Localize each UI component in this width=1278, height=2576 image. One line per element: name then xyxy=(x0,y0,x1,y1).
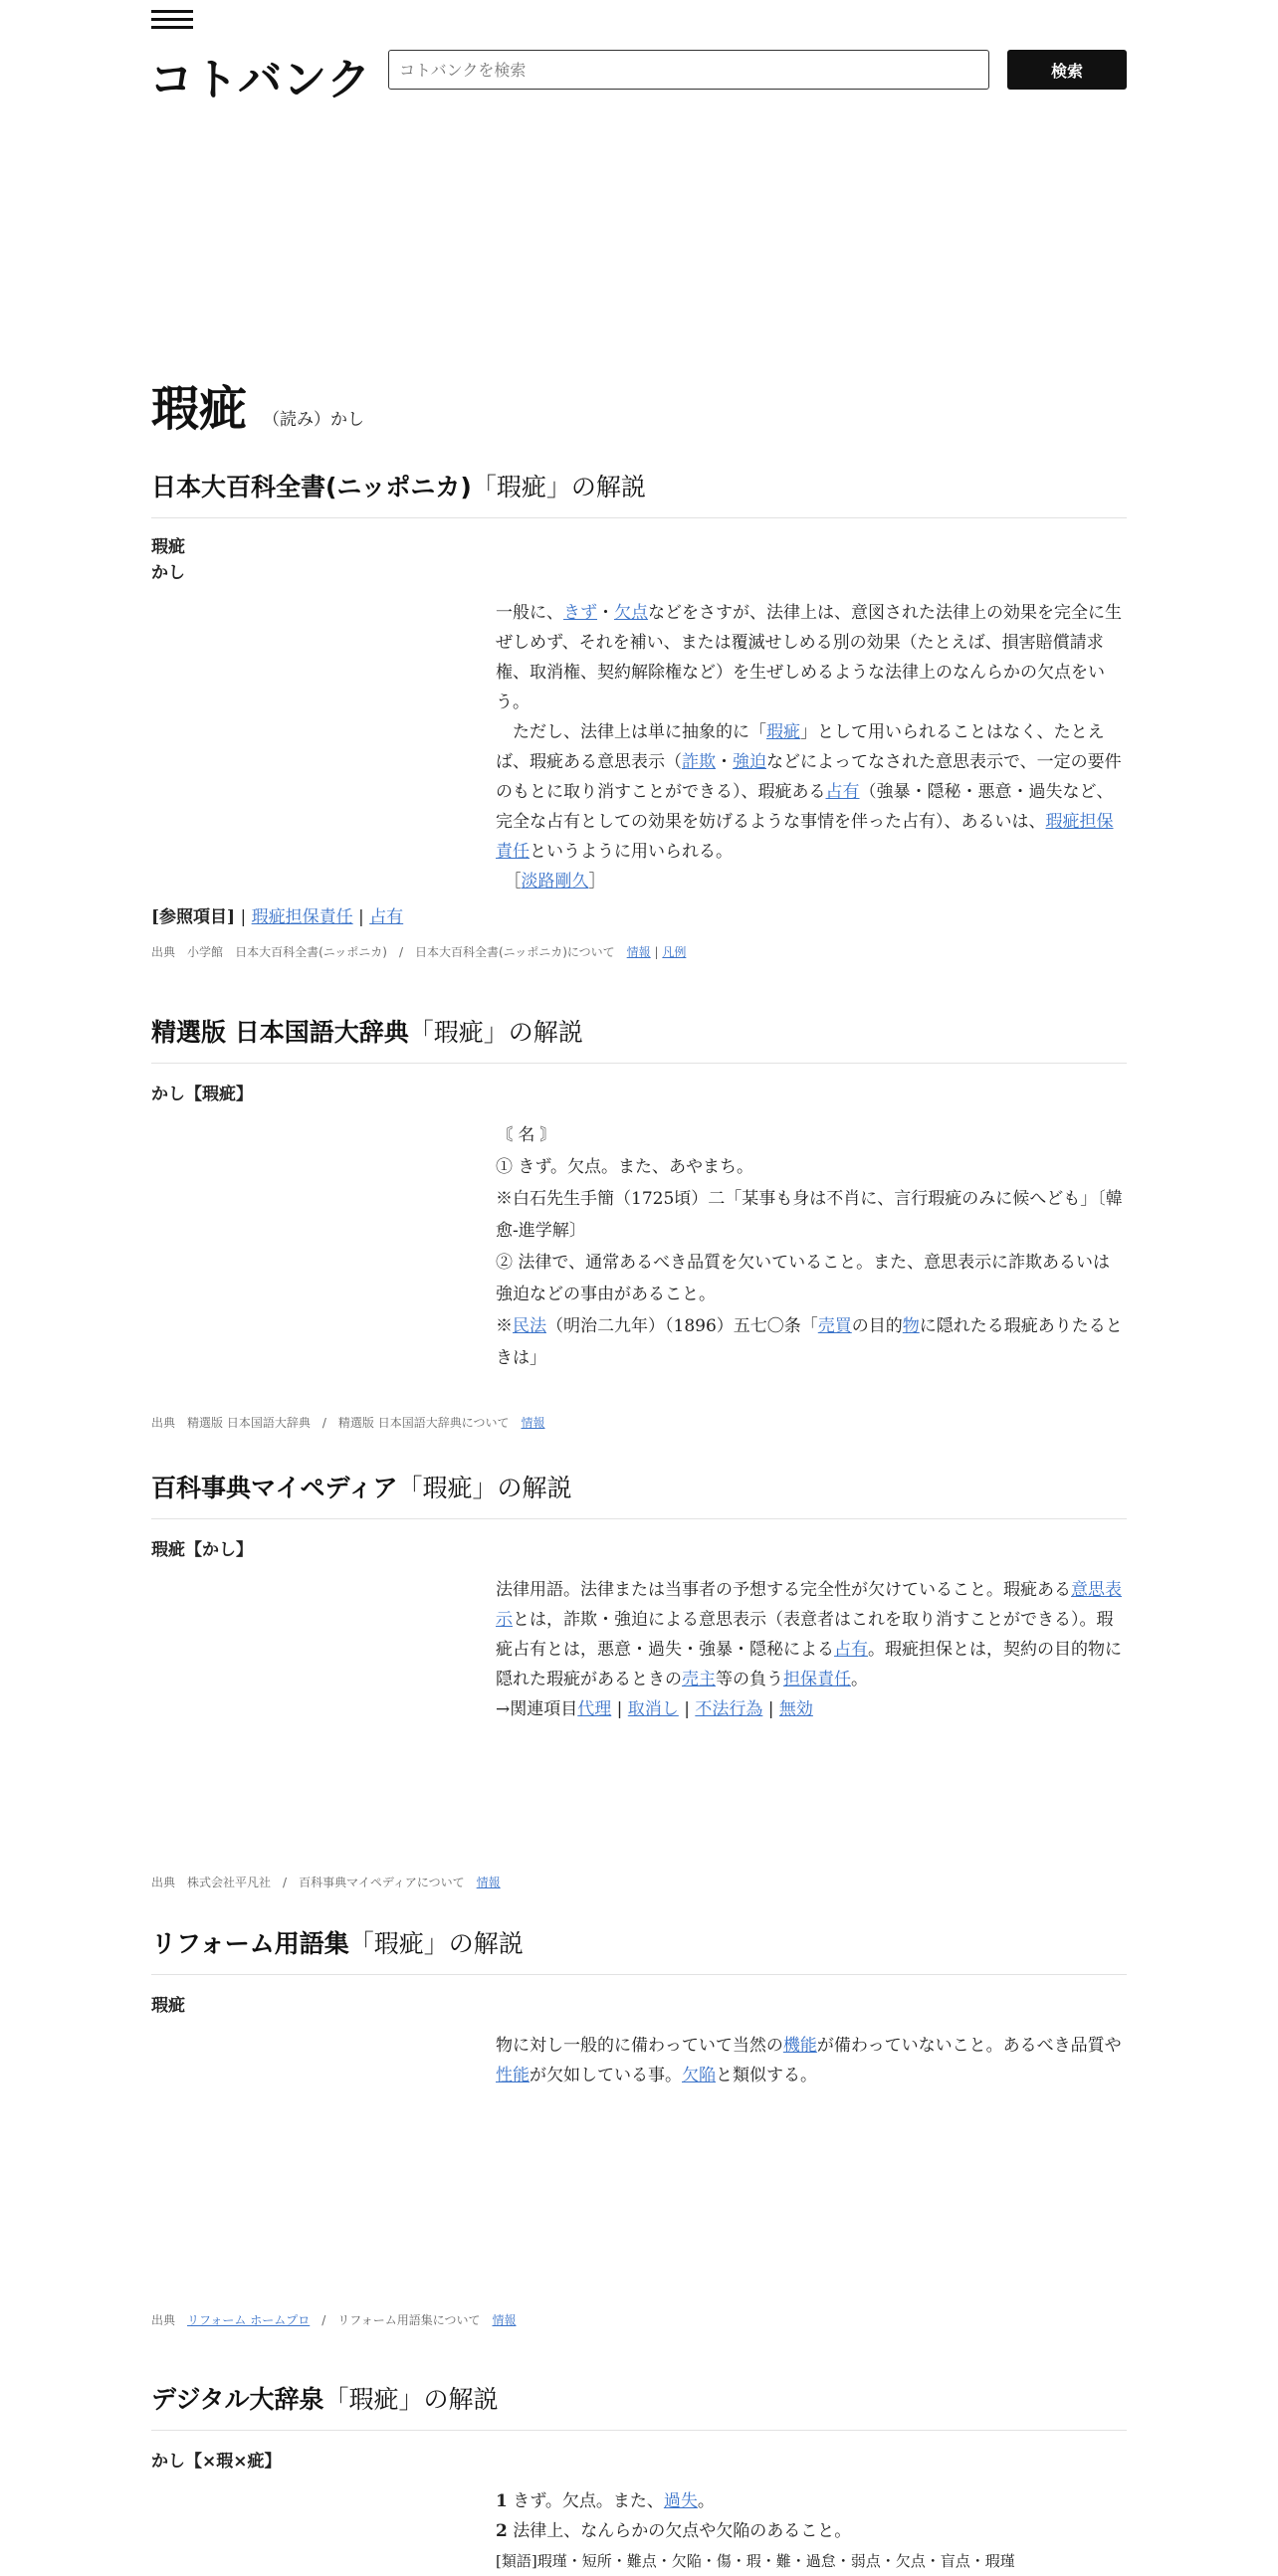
paragraph: 法律用語。法律または当事者の予想する完全性が欠けていること。瑕疵ある意思表示とは，詐欺・強迫による意思表示（表意者はこれを取り消すことができる）。瑕疵占有とは，悪意・過失・強暴・隠秘による占有。瑕疵担保とは，契約の目的物に隠れた瑕疵があるときの売主等の負う担保責任。 xyxy=(496,1580,1122,1689)
site-logo[interactable]: コトバンク xyxy=(149,55,372,105)
definition-1: ① きず。欠点。また、あやまち。 xyxy=(496,1157,754,1177)
definition-2: 2 法律上、なんらかの欠点や欠陥のあること。 xyxy=(496,2521,852,2541)
example-2: ※民法（明治二九年）（1896）五七〇条「売買の目的物に隠れたる瑕疵ありたるときは」 xyxy=(496,1316,1123,1368)
source-line: 出典 精選版 日本国語大辞典 / 精選版 日本国語大辞典について 情報 xyxy=(151,1416,545,1430)
link-senyu[interactable]: 占有 xyxy=(825,782,860,802)
source-line: 出典 株式会社平凡社 / 百科事典マイペディアについて 情報 xyxy=(151,1876,501,1889)
search-button[interactable]: 検索 xyxy=(1007,50,1127,90)
link-author[interactable]: 淡路剛久 xyxy=(521,872,589,892)
source-link[interactable]: リフォーム ホームプロ xyxy=(187,2313,311,2327)
link-mono[interactable]: 物 xyxy=(902,1316,920,1336)
link-kizu[interactable]: きず xyxy=(563,603,597,623)
link-senyu2[interactable]: 占有 xyxy=(834,1640,868,1660)
link-minpo[interactable]: 民法 xyxy=(513,1316,546,1336)
link-kashitsu[interactable]: 過失 xyxy=(663,2491,698,2511)
link-baibai[interactable]: 売買 xyxy=(817,1316,852,1336)
link-kinou[interactable]: 機能 xyxy=(782,2036,817,2056)
title-reading: （読み）かし xyxy=(263,410,365,430)
example-1: ※白石先生手簡（1725頃）二「某事も身は不肖に、言行瑕疵のみに候へども」〔韓愈‐進学解〕 xyxy=(496,1189,1123,1241)
section-mypedia xyxy=(151,1469,1127,1890)
reference-items: [参照項目] | 瑕疵担保責任 | 占有 xyxy=(151,907,404,927)
section-reform xyxy=(151,1924,1127,2328)
title-word: 瑕疵 xyxy=(151,381,248,437)
entry-body xyxy=(496,2486,1127,2576)
entry-body xyxy=(496,598,1127,896)
headword-reading: かし xyxy=(151,563,185,583)
ref-link-senyu[interactable]: 占有 xyxy=(369,907,404,927)
definition-1: 1 きず。欠点。また、過失。 xyxy=(496,2491,715,2511)
related-items: →関連項目代理 | 取消し | 不法行為 | 無効 xyxy=(496,1699,813,1719)
link-kekkan[interactable]: 欠陥 xyxy=(682,2066,716,2085)
link-kashi[interactable]: 瑕疵 xyxy=(766,722,800,742)
headword: 瑕疵 xyxy=(151,1996,185,2016)
rel-link-dairi[interactable]: 代理 xyxy=(577,1699,612,1719)
rel-link-fuho[interactable]: 不法行為 xyxy=(695,1699,763,1719)
info-link[interactable]: 情報 xyxy=(521,1416,545,1430)
rel-link-mukou[interactable]: 無効 xyxy=(778,1699,813,1719)
paragraph: 物に対し一般的に備わっていて当然の機能が備わっていないこと。あるべき品質や性能が欠如している事。欠陥と類似する。 xyxy=(496,2036,1122,2085)
link-tanposekinin[interactable]: 担保責任 xyxy=(783,1670,851,1689)
page-title xyxy=(151,370,364,439)
entry-body xyxy=(496,2031,1127,2090)
synonyms: [類語]瑕瑾・短所・難点・欠陥・傷・瑕・難・過怠・弱点・欠点・盲点・瑕瑾 xyxy=(496,2552,1015,2570)
section-daijisen xyxy=(151,2380,1127,2576)
link-ishihyoji[interactable]: 意思表示 xyxy=(496,1580,1122,1630)
info-link[interactable]: 情報 xyxy=(626,945,651,959)
section-heading: デジタル大辞泉「瑕疵」の解説 xyxy=(151,2380,1127,2431)
link-kashitanpo[interactable]: 瑕疵担保責任 xyxy=(496,812,1114,862)
section-heading: 精選版 日本国語大辞典「瑕疵」の解説 xyxy=(151,1013,1127,1064)
info-link[interactable]: 情報 xyxy=(476,1876,501,1889)
link-kyohaku[interactable]: 強迫 xyxy=(733,752,766,772)
author: ［淡路剛久］ xyxy=(496,872,606,892)
link-urinushi[interactable]: 売主 xyxy=(682,1670,716,1689)
ref-link-kashitanpo[interactable]: 瑕疵担保責任 xyxy=(251,907,353,927)
section-heading: 日本大百科全書(ニッポニカ)「瑕疵」の解説 xyxy=(151,468,1127,518)
section-kokugo xyxy=(151,1013,1127,1431)
source-line: 出典 リフォーム ホームプロ / リフォーム用語集について 情報 xyxy=(151,2313,517,2327)
entry-body xyxy=(496,1575,1127,1724)
rel-link-torikeshi[interactable]: 取消し xyxy=(627,1699,679,1719)
link-sagi[interactable]: 詐欺 xyxy=(682,752,716,772)
link-ketten[interactable]: 欠点 xyxy=(614,603,648,623)
headword: かし【×瑕×疵】 xyxy=(151,2452,282,2472)
section-heading: 百科事典マイペディア「瑕疵」の解説 xyxy=(151,1469,1127,1519)
link-seinou[interactable]: 性能 xyxy=(496,2066,530,2085)
paragraph: 一般に、きず・欠点などをさすが、法律上は、意図された法律上の効果を完全に生ぜしめず、それを補い、または覆滅せしめる別の効果（たとえば、損害賠償請求権、取消権、契約解除権など）を生ぜしめるような法律上のなんらかの欠点をいう。 xyxy=(496,603,1122,712)
section-heading: リフォーム用語集「瑕疵」の解説 xyxy=(151,1924,1127,1975)
definition-2: ② 法律で、通常あるべき品質を欠いていること。また、意思表示に詐欺あるいは強迫などの事由があること。 xyxy=(496,1253,1111,1304)
section-nipponica xyxy=(151,468,1127,960)
search-input[interactable] xyxy=(388,50,989,90)
guide-link[interactable]: 凡例 xyxy=(662,945,687,959)
headword: 瑕疵 xyxy=(151,537,185,557)
info-link[interactable]: 情報 xyxy=(492,2313,517,2327)
entry-body xyxy=(496,1119,1127,1374)
headword: 瑕疵【かし】 xyxy=(151,1540,253,1560)
source-line: 出典 小学館 日本大百科全書(ニッポニカ) / 日本大百科全書(ニッポニカ)について 情報 | 凡例 xyxy=(151,945,687,959)
paragraph: ただし、法律上は単に抽象的に「瑕疵」として用いられることはなく、たとえば、瑕疵ある意思表示（詐欺・強迫などによってなされた意思表示で、一定の要件のもとに取り消すことができる）、瑕疵ある占有（強暴・隠秘・悪意・過失など、完全な占有としての効果を妨げるような事情を伴った占有）、あるいは、瑕疵担保責任というように用いられる。 xyxy=(496,722,1122,862)
hamburger-menu-icon[interactable] xyxy=(151,10,193,32)
headword: かし【瑕疵】 xyxy=(151,1085,253,1104)
part-of-speech: 〘 名 〙 xyxy=(496,1125,557,1145)
